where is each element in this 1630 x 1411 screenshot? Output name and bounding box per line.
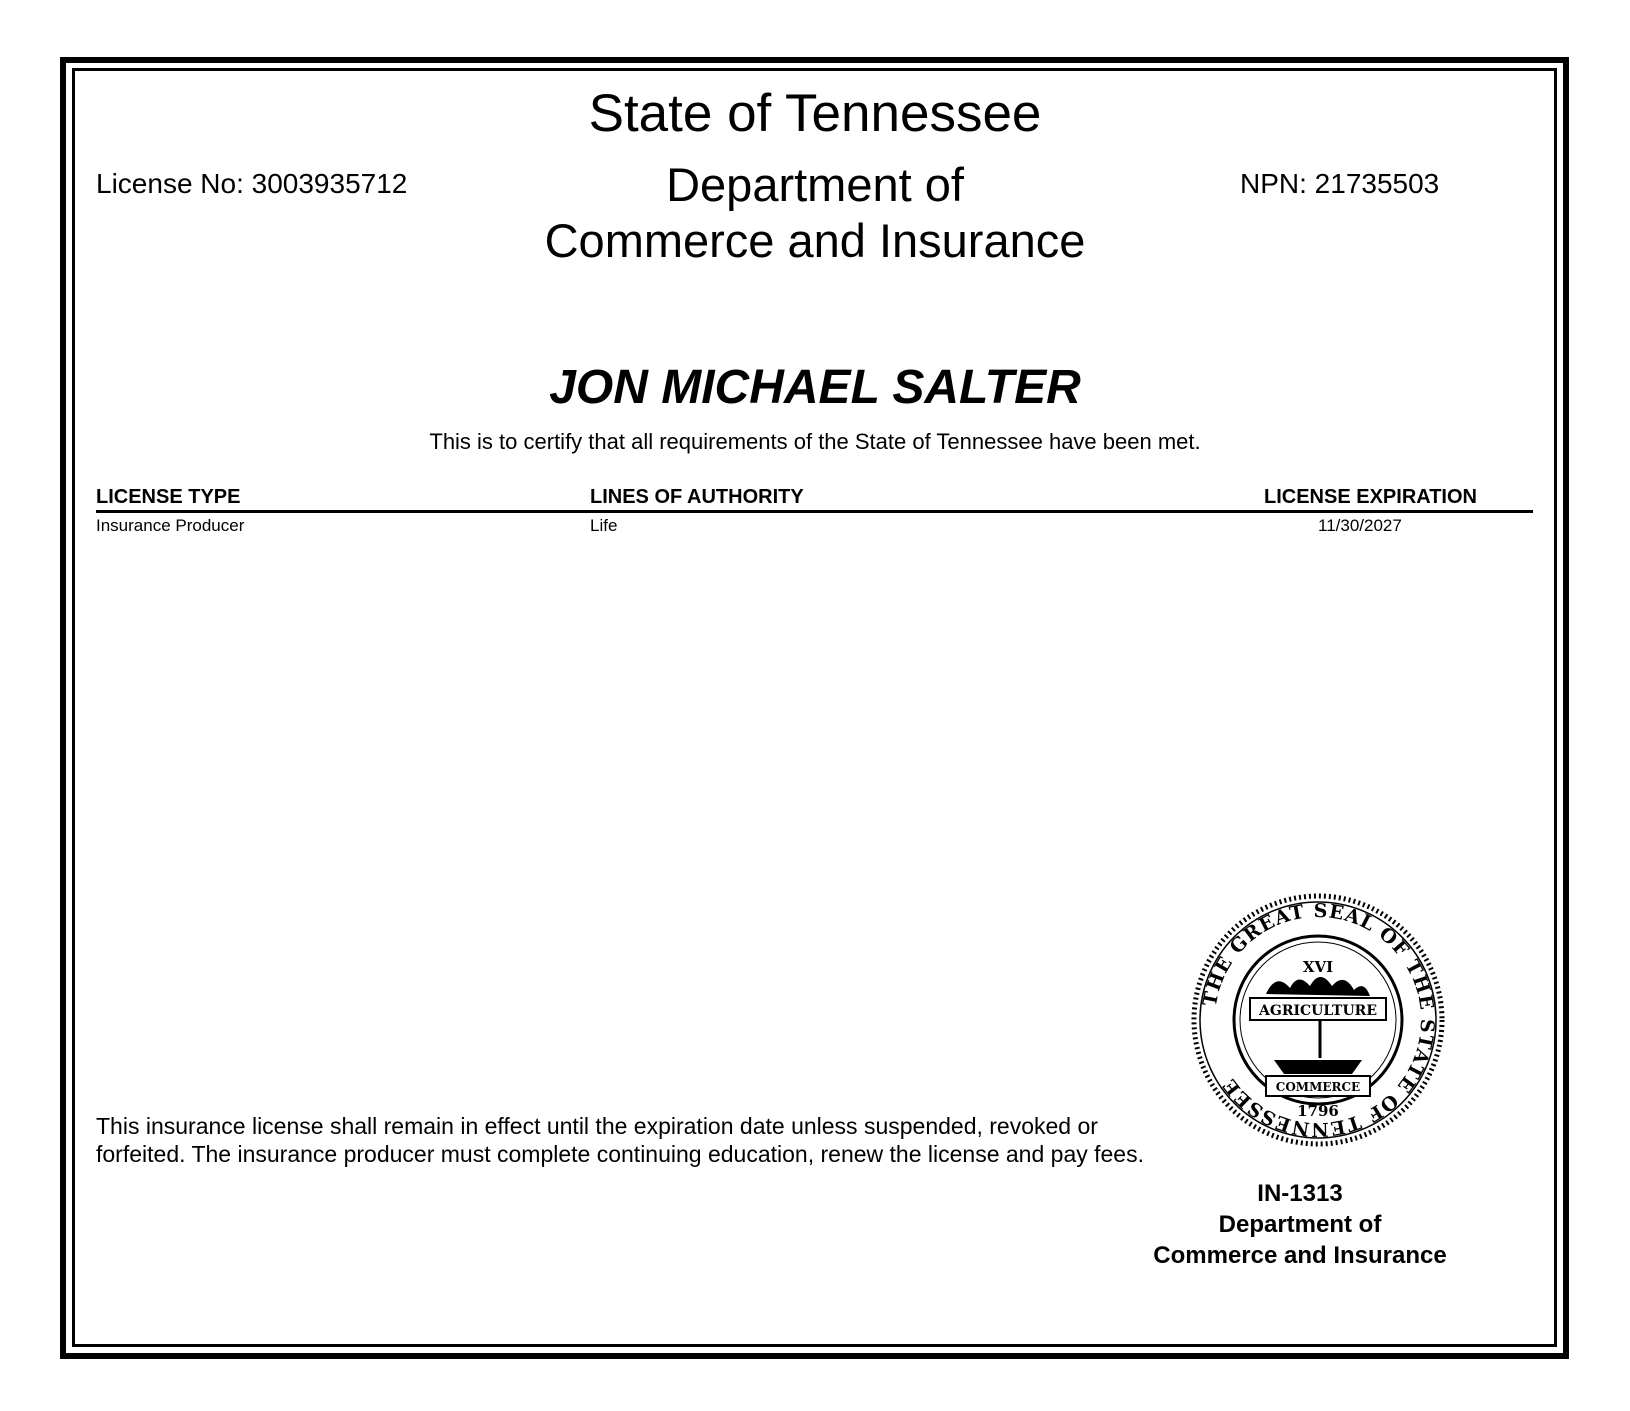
seal-year: 1796 — [1297, 1102, 1339, 1120]
cell-license-expiration: 11/30/2027 — [1318, 516, 1402, 535]
license-effect-notice-line1: This insurance license shall remain in effect until the expiration date unless suspended, revoked or — [96, 1113, 1098, 1139]
license-effect-notice — [96, 1112, 1216, 1168]
license-number: License No: 3003935712 — [96, 168, 408, 199]
seal-agriculture-label: AGRICULTURE — [1259, 1003, 1377, 1019]
tennessee-great-seal-icon — [1188, 890, 1448, 1150]
license-table-header — [96, 484, 1533, 513]
cell-license-type: Insurance Producer — [96, 516, 245, 535]
header-lines-of-authority: LINES OF AUTHORITY — [590, 486, 804, 508]
seal-numeral: XVI — [1302, 958, 1334, 976]
state-title: State of Tennessee — [588, 84, 1042, 143]
form-identifier — [1140, 1178, 1460, 1271]
department-title-line1: Department of — [666, 158, 964, 211]
department-title-line2: Commerce and Insurance — [544, 214, 1086, 267]
header-license-expiration: LICENSE EXPIRATION — [1264, 486, 1477, 508]
npn-number: NPN: 21735503 — [1240, 168, 1440, 199]
license-effect-notice-line2: forfeited. The insurance producer must complete continuing education, renew the license and pay fees. — [96, 1141, 1144, 1167]
seal-commerce-label: COMMERCE — [1275, 1080, 1361, 1094]
form-dept-line2: Commerce and Insurance — [1153, 1242, 1447, 1269]
license-holder-name: JON MICHAEL SALTER — [549, 361, 1081, 414]
form-dept-line1: Department of — [1218, 1211, 1382, 1238]
form-number: IN-1313 — [1257, 1180, 1343, 1207]
header-license-type: LICENSE TYPE — [96, 486, 241, 508]
cell-lines-of-authority: Life — [590, 516, 618, 535]
certification-statement: This is to certify that all requirements of the State of Tennessee have been met. — [429, 429, 1201, 454]
seal-ring-text: THE GREAT SEAL OF THE STATE OF TENNESSEE — [1198, 899, 1439, 1141]
